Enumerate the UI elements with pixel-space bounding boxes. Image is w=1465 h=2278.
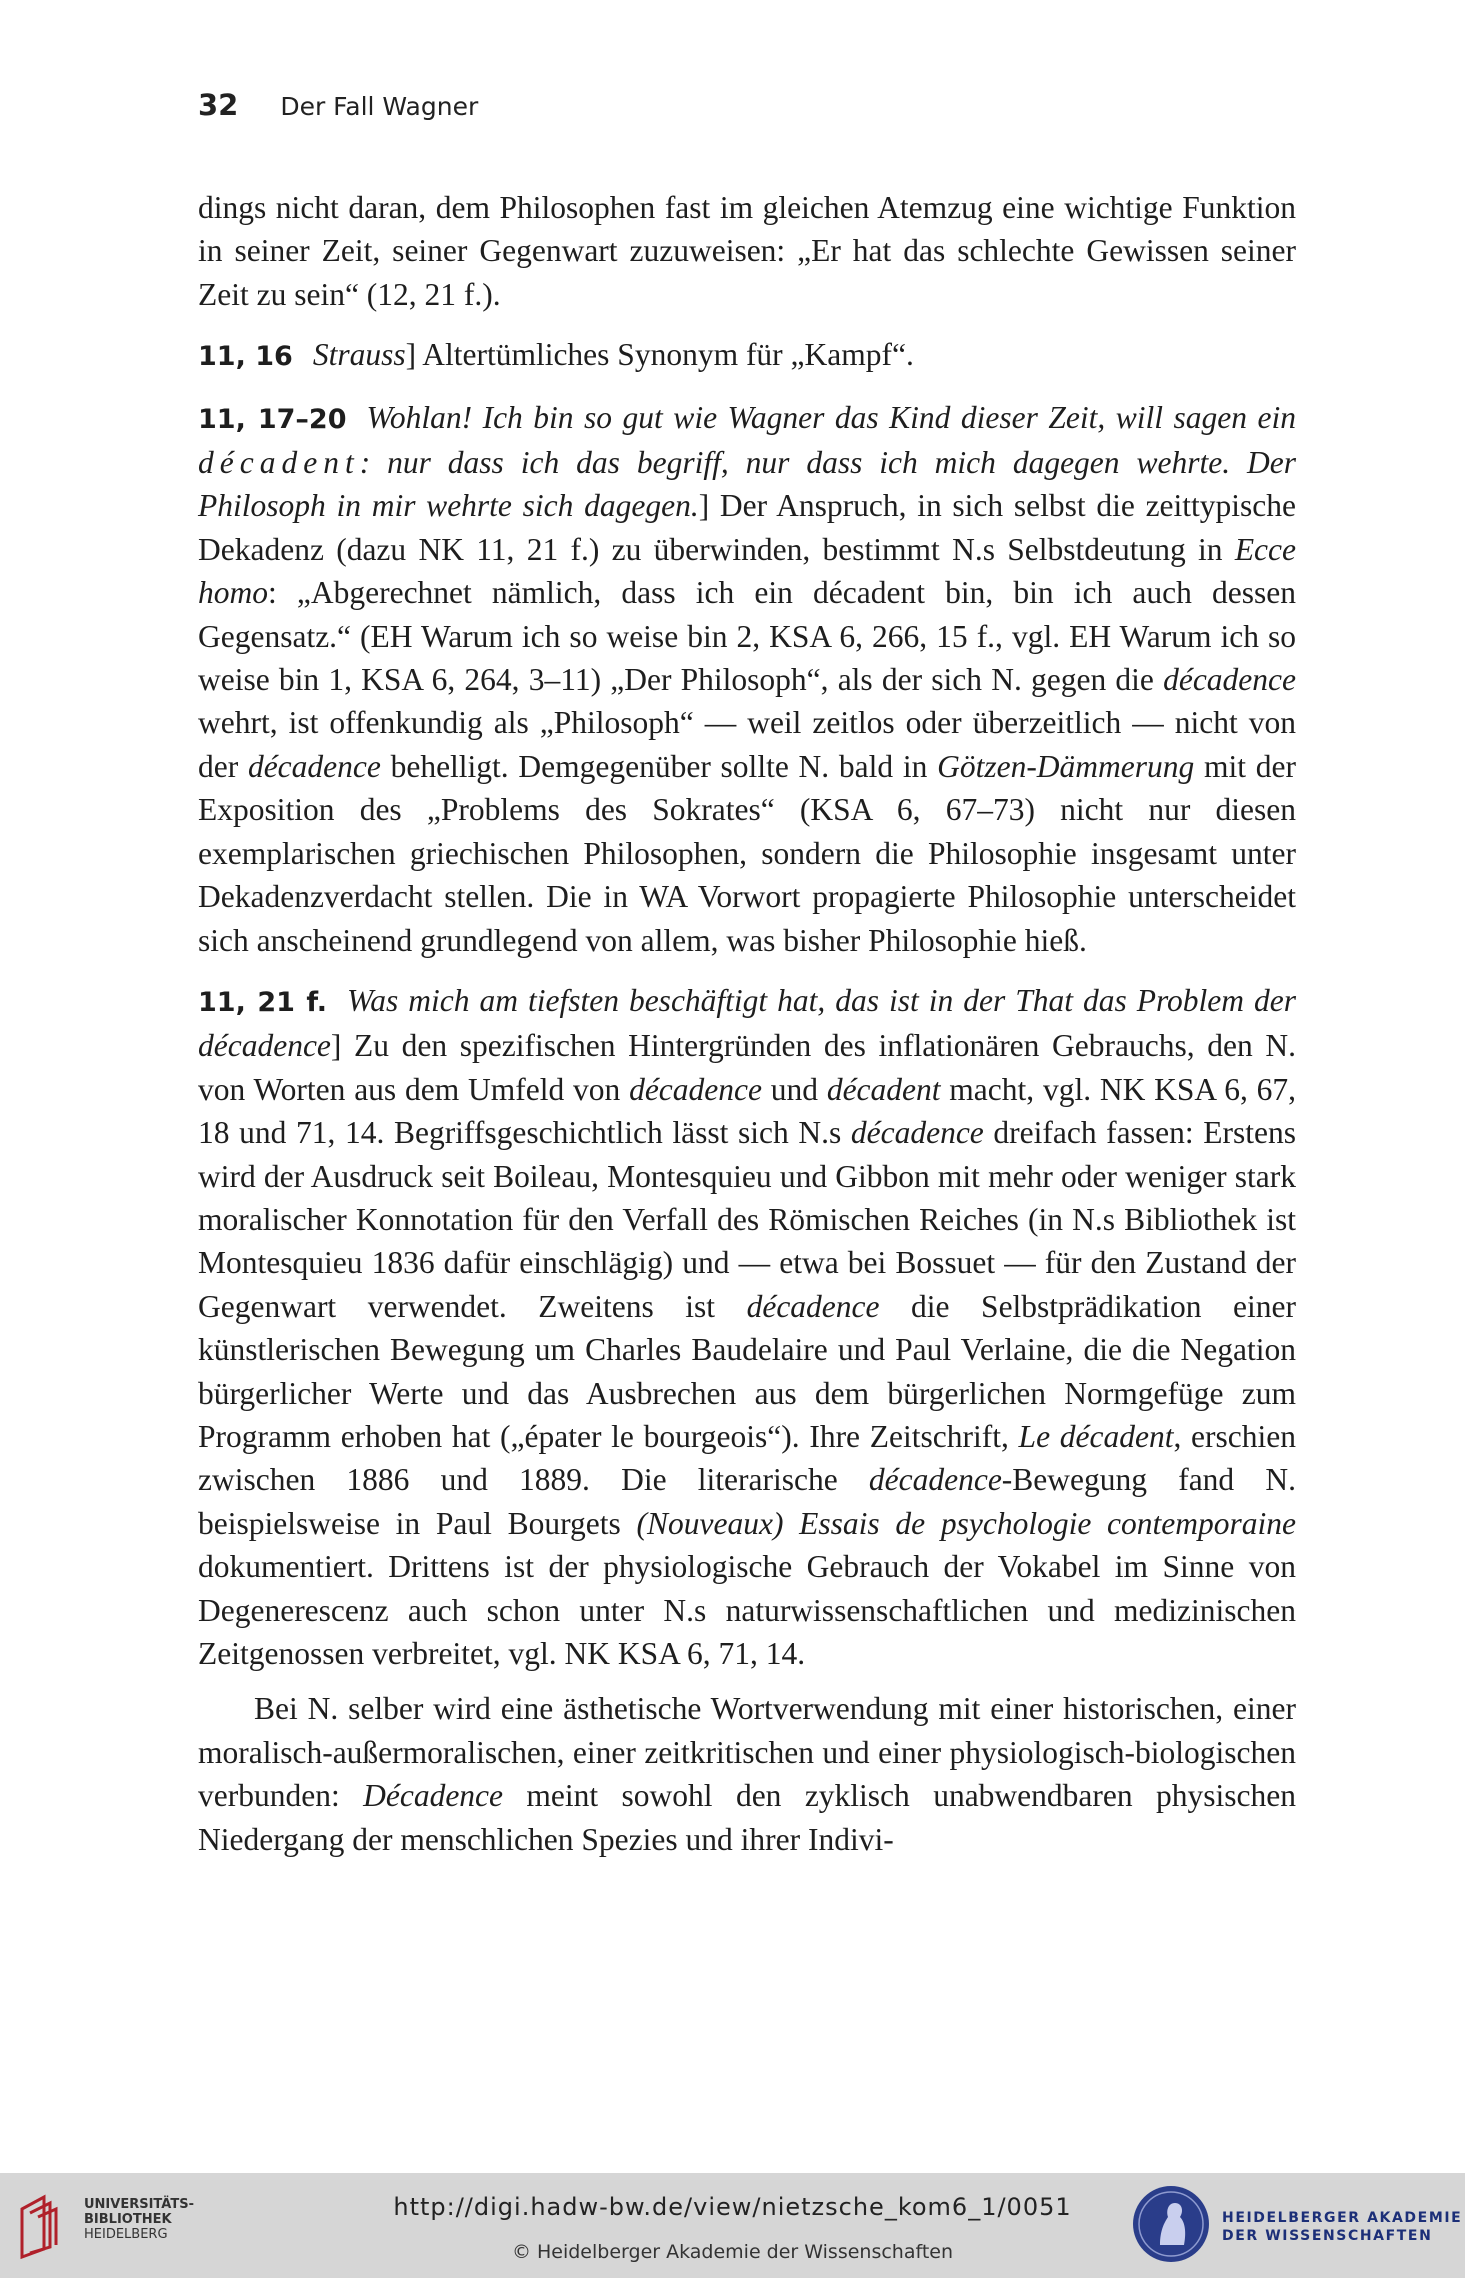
academy-name-line: DER WISSENSCHAFTEN — [1222, 2228, 1433, 2244]
entry-text: ] Der Anspruch, in sich selbst die zeittypische Dekadenz (dazu NK 11, 21 f.) zu überwinden, bestimmt N.s Selbstdeutung in — [198, 488, 1297, 567]
lemma: Strauss — [312, 337, 406, 373]
line-reference: 11, 21 f. — [198, 986, 327, 1018]
italic-term: décadence — [629, 1071, 762, 1107]
italic-title: Le décadent — [1018, 1418, 1174, 1454]
italic-term: Décadence — [363, 1778, 504, 1814]
commentary-body — [198, 186, 1296, 1861]
italic-term: décadence — [1163, 662, 1296, 698]
entry-text: dokumentiert. Drittens ist der physiologische Gebrauch der Vokabel im Sinne von Degenerescenz auch schon unter N.s naturwissenschaftlichen und medizinischen Zeitgenossen verbreitet, vgl. NK KSA 6, 71, 14. — [198, 1549, 1296, 1671]
copyright-notice: © Heidelberger Akademie der Wissenschaften — [511, 2241, 954, 2263]
italic-title: Ecce homo — [198, 531, 1296, 611]
page-number: 32 — [198, 88, 239, 122]
entry-text: und — [761, 1071, 827, 1107]
digitization-footer — [0, 2173, 1465, 2278]
italic-title: (Nouveaux) Essais de psychologie contemporaine — [636, 1505, 1296, 1541]
italic-term: décadence — [746, 1288, 880, 1324]
entry-text: dreifach fassen: Erstens wird der Ausdruck seit Boileau, Montesquieu und Gibbon mit mehr oder weniger stark moralischer Konnotation für den Verfall des Römischen Reiches (in N.s Bibliothek ist Montesquieu 1836 dafür einschlägig) und — etwa bei Bossuet — für den Zustand der Gegenwart verwendet. Zweitens ist — [198, 1115, 1296, 1324]
italic-term: décadent — [826, 1071, 941, 1107]
entry-text: mit der Exposition des „Problems des Sokrates“ (KSA 6, 67–73) nicht nur diesen exemplarischen griechischen Philosophen, sondern die Philosophie insgesamt unter Dekadenzverdacht stellen. Die in WA Vorwort propagierte Philosophie unterscheidet sich anscheinend grundlegend von allem, was bisher Philosophie hieß. — [198, 748, 1296, 958]
running-title: Der Fall Wagner — [280, 92, 479, 121]
entry-text: wehrt, ist offenkundig als „Philosoph“ — weil zeitlos oder überzeitlich — nicht von der — [198, 705, 1296, 784]
library-name-line: BIBLIOTHEK — [84, 2212, 172, 2227]
library-name-line: HEIDELBERG — [84, 2227, 168, 2242]
entry-text: -Bewegung fand N. beispielsweise in Paul Bourgets — [198, 1462, 1296, 1541]
line-reference: 11, 17–20 — [198, 403, 347, 435]
entry-text: macht, vgl. NK KSA 6, 67, 18 und 71, 14. Begriffsgeschichtlich lässt sich N.s — [198, 1071, 1297, 1151]
lemma-spaced-word: décadent — [198, 445, 360, 481]
entry-text: meint sowohl den zyklisch unabwendbaren physischen Niedergang der menschlichen Spezies und ihrer Indivi- — [198, 1778, 1296, 1857]
lemma: Was mich am tiefsten beschäftigt hat, das ist in der That das Problem der décadence — [198, 982, 1296, 1064]
library-name-line: UNIVERSITÄTS- — [84, 2197, 194, 2212]
line-reference: 11, 16 — [198, 341, 293, 373]
entry-text: : „Abgerechnet nämlich, dass ich ein décadent bin, bin ich auch dessen Gegensatz.“ (EH Warum ich so weise bin 2, KSA 6, 266, 15 f., vgl. EH Warum ich so weise bin 1, KSA 6, 264, 3–11) „Der Philosoph“, als der sich N. gegen die — [198, 575, 1296, 698]
entry-text: behelligt. Demgegenüber sollte N. bald in — [380, 748, 938, 784]
commentary-entry — [198, 979, 1296, 1676]
academy-name-line: HEIDELBERGER AKADEMIE — [1222, 2210, 1463, 2226]
commentary-entry — [198, 396, 1296, 962]
commentary-entry — [198, 333, 1296, 378]
entry-text: Bei N. selber wird eine ästhetische Wortverwendung mit einer historischen, einer moralisch-außermoralischen, einer zeitkritischen und einer physiologisch-biologischen verbunden: — [198, 1691, 1296, 1814]
running-header — [198, 88, 478, 122]
lemma-part: : nur dass ich das begriff, nur dass ich mich dagegen wehrte. Der Philosoph in mir wehrte sich dagegen. — [198, 445, 1296, 524]
lemma-part: Wohlan! Ich bin so gut wie Wagner das Kind dieser Zeit, will sagen ein — [366, 399, 1296, 435]
entry-text: ] Altertümliches Synonym für „Kampf“. — [405, 337, 914, 373]
academy-seal-icon — [1130, 2183, 1212, 2265]
italic-term: décadence — [247, 748, 381, 784]
italic-title: Götzen-Dämmerung — [937, 748, 1195, 784]
indented-paragraph — [198, 1687, 1296, 1861]
italic-term: décadence — [868, 1462, 1002, 1498]
paragraph-continuation: dings nicht daran, dem Philosophen fast im gleichen Atemzug eine wichtige Funktion in seiner Zeit, seiner Gegenwart zuzuweisen: „Er hat das schlechte Gewissen seiner Zeit zu sein“ (12, 21 f.). — [198, 190, 1296, 312]
italic-term: décadence — [850, 1115, 984, 1151]
source-url-link[interactable]: http://digi.hadw-bw.de/view/nietzsche_kom6_1/0051 — [393, 2193, 1072, 2221]
academy-name — [1222, 2209, 1462, 2245]
entry-text: die Selbstprädikation einer künstlerischen Bewegung um Charles Baudelaire und Paul Verlaine, die die Negation bürgerlicher Werte und das Ausbrechen aus dem bürgerlichen Normgefüge zum Programm erhoben hat („épater le bourgeois“). Ihre Zeitschrift, — [198, 1288, 1296, 1454]
entry-text: ] Zu den spezifischen Hintergründen des inflationären Gebrauchs, den N. von Worten aus dem Umfeld von — [198, 1028, 1296, 1107]
entry-text: , erschien zwischen 1886 und 1889. Die literarische — [198, 1418, 1296, 1498]
